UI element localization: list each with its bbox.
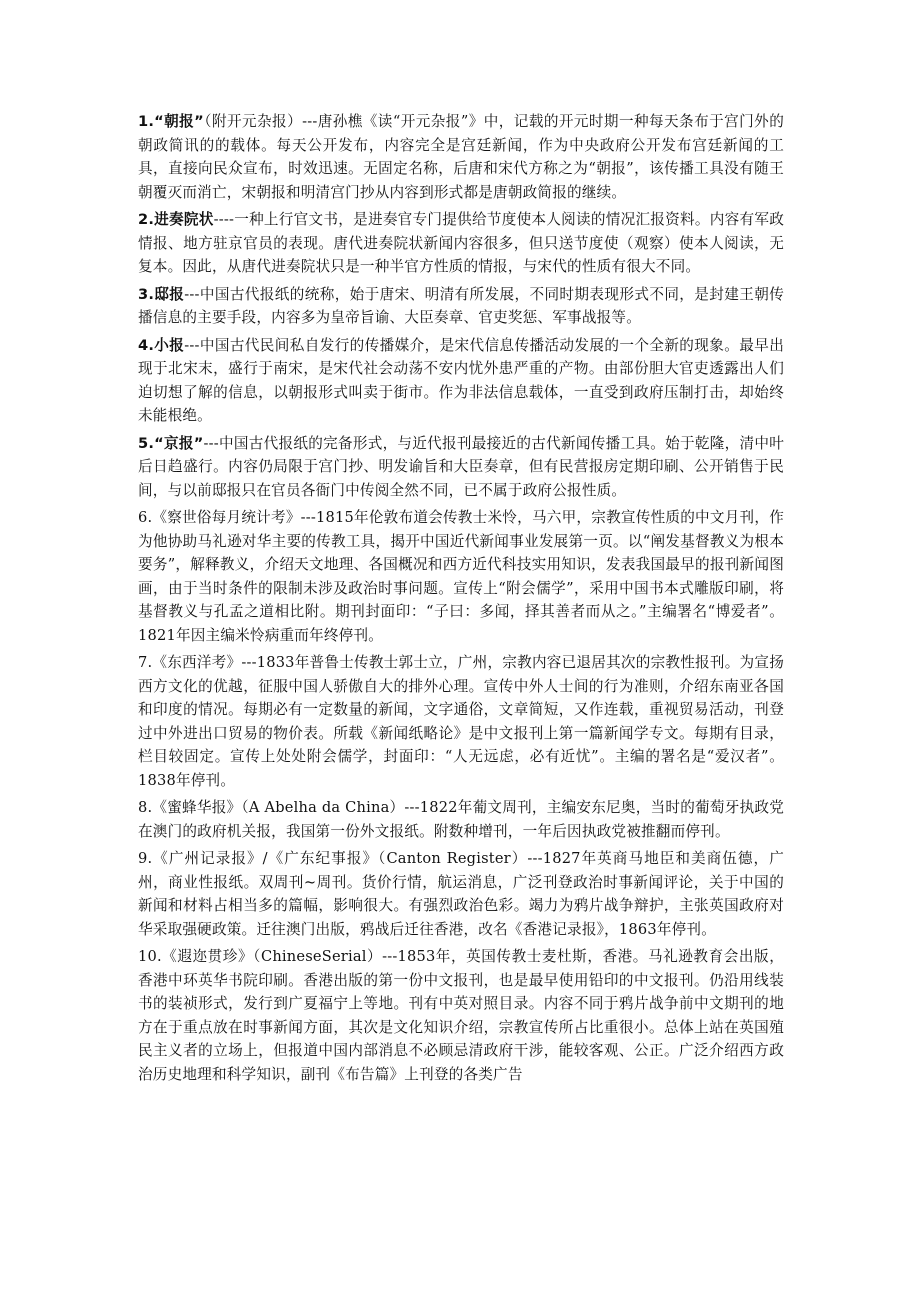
document-body [138,110,784,1086]
entry-number: 8. [138,799,153,816]
entry-7 [138,651,784,792]
entry-text: 《东西洋考》---1833年普鲁士传教士郭士立，广州，宗教内容已退居其次的宗教性报刊。为宣扬西方文化的优越，征服中国人骄傲自大的排外心理。宣传中外人士间的行为准则，介绍东南亚各国和印度的情况。每期必有一定数量的新闻，文字通俗，文章简短，又作连载，重视贸易活动，刊登过中外进出口贸易的物价表。所载《新闻纸略论》是中文报刊上第一篇新闻学专文。每期有目录，栏目较固定。宣传上处处附会儒学，封面印：“人无远虑，必有近忧”。主编的署名是“爱汉者”。1838年停刊。 [138,654,784,789]
entry-number: 7. [138,654,153,671]
entry-number: 2. [138,211,155,228]
entry-text: 《遐迩贯珍》（ChineseSerial）---1853年，英国传教士麦杜斯，香港。马礼逊教育会出版，香港中环英华书院印刷。香港出版的第一份中文报刊，也是最早使用铅印的中文报刊。仍沿用线装书的装祯形式，发行到广夏福宁上等地。刊有中英对照目录。内容不同于鸦片战争前中文期刊的地方在于重点放在时事新闻方面，其次是文化知识介绍，宗教宣传所占比重很小。总体上站在英国殖民主义者的立场上，但报道中国内部消息不必顾忌清政府干涉，能较客观、公正。广泛介绍西方政治历史地理和科学知识，副刊《布告篇》上刊登的各类广告 [138,948,784,1083]
entry-10 [138,945,784,1086]
entry-text: ---中国古代报纸的统称，始于唐宋、明清有所发展，不同时期表现形式不同，是封建王朝传播信息的主要手段，内容多为皇帝旨谕、大臣奏章、官吏奖惩、军事战报等。 [138,285,784,326]
entry-4 [138,334,784,428]
entry-number: 5. [138,434,155,452]
entry-text: 《蜜蜂华报》（A Abelha da China）---1822年葡文周刊，主编安东尼奥，当时的葡萄牙执政党在澳门的政府机关报，我国第一份外文报纸。附数种增刊，一年后因执政党被推翻而停刊。 [138,799,784,840]
entry-1 [138,110,784,204]
entry-text: 《察世俗每月统计考》---1815年伦敦布道会传教士米怜，马六甲，宗教宣传性质的中文月刊，作为他协助马礼逊对华主要的传教工具，揭开中国近代新闻事业发展第一页。以“阐发基督教义为根本要务”，解释教义，介绍天文地理、各国概况和西方近代科技实用知识，发表我国最早的报刊新闻图画，由于当时条件的限制未涉及政治时事问题。宣传上“附会儒学”，采用中国书本式雕版印刷，将基督教义与孔孟之道相比附。期刊封面印：“子曰：多闻，择其善者而从之。”主编署名“博爱者”。1821年因主编米怜病重而年终停刊。 [138,509,784,644]
entry-9 [138,847,784,941]
entry-8 [138,796,784,843]
entry-number: 9. [138,850,153,867]
entry-text: ---中国古代报纸的完备形式，与近代报刊最接近的古代新闻传播工具。始于乾隆，清中叶后日趋盛行。内容仍局限于宫门抄、明发谕旨和大臣奏章，但有民营报房定期印刷、公开销售于民间，与以前邸报只在官员各衙门中传阅全然不同，已不属于政府公报性质。 [138,434,785,499]
entry-6 [138,506,784,647]
entry-5 [138,432,784,503]
entry-3 [138,283,784,330]
entry-term: 小报 [154,336,185,354]
entry-text: ---中国古代民间私自发行的传播媒介，是宋代信息传播活动发展的一个全新的现象。最早出现于北宋末，盛行于南宋，是宋代社会动荡不安内忧外患严重的产物。由部份胆大官吏透露出人们迫切想了解的信息，以朝报形式叫卖于街市。作为非法信息载体，一直受到政府压制打击，却始终未能根绝。 [138,336,784,424]
entry-number: 4. [138,336,155,354]
entry-text: （附开元杂报）---唐孙樵《读“开元杂报”》中，记载的开元时期一种每天条布于宫门外的朝政简讯的的载体。每天公开发布，内容完全是宫廷新闻，作为中央政府公开发布宫廷新闻的工具，直接向民众宣布，时效迅速。无固定名称，后唐和宋代方称之为“朝报”，该传播工具没有随王朝覆灭而消亡，宋朝报和明清宫门抄从内容到形式都是唐朝政简报的继续。 [138,113,785,201]
entry-term: 进奏院状 [154,211,214,228]
entry-2 [138,208,784,279]
entry-text: 《广州记录报》/《广东纪事报》（Canton Register）---1827年英商马地臣和美商伍德，广州，商业性报纸。双周刊~周刊。货价行情，航运消息，广泛刊登政治时事新闻评论，关于中国的新闻和材料占相当多的篇幅，影响很大。有强烈政治色彩。竭力为鸦片战争辩护，主张英国政府对华采取强硬政策。迁往澳门出版，鸦战后迁往香港，改名《香港记录报》，1863年停刊。 [138,850,784,938]
entry-number: 1. [138,113,155,130]
entry-number: 10. [138,948,162,965]
entry-term: “京报” [154,434,204,452]
entry-text: ----一种上行官文书，是进奏官专门提供给节度使本人阅读的情况汇报资料。内容有军政情报、地方驻京官员的表现。唐代进奏院状新闻内容很多，但只送节度使（观察）使本人阅读，无复本。因此，从唐代进奏院状只是一种半官方性质的情报，与宋代的性质有很大不同。 [138,211,784,275]
entry-term: 邸报 [154,285,185,303]
entry-term: “朝报” [154,113,204,130]
entry-number: 6. [138,509,153,526]
entry-number: 3. [138,285,155,303]
